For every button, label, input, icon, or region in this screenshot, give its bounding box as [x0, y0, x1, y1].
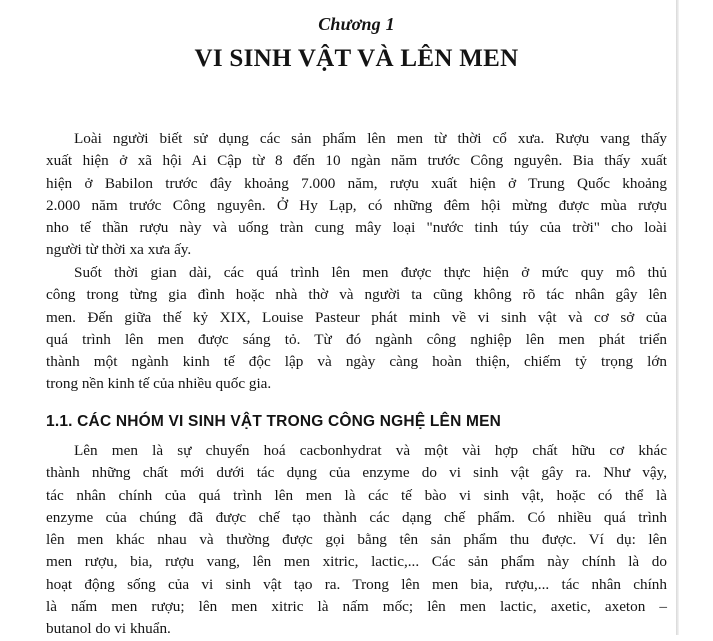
paragraph-line: thành những chất mới dưới tác dụng của enzyme do vi sinh vật gây ra. Như vậy, — [46, 464, 667, 482]
paragraph-line: nho tế thần rượu này và uống tràn cung mây loại "nước tinh túy của trời" cho loài — [46, 219, 667, 237]
page-edge-shadow — [676, 0, 679, 635]
paragraph-line: 2.000 năm trước Công nguyên. Ở Hy Lạp, có những đêm hội mừng được mùa rượu — [46, 196, 667, 214]
paragraph-line: butanol do vi khuẩn. — [46, 620, 171, 638]
paragraph-line: Loài người biết sử dụng các sản phẩm lên men từ thời cổ xưa. Rượu vang thấy — [74, 130, 667, 147]
paragraph-line: men. Đến giữa thế kỷ XIX, Louise Pasteur phát minh về vi sinh vật và cơ sở của — [46, 308, 667, 326]
paragraph-line: tác nhân chính của quá trình lên men là các tế bào vi sinh vật, hoặc có thể là — [46, 486, 667, 504]
paragraph-line: thành một ngành kinh tế độc lập và ngày càng hoàn thiện, chiếm tỷ trọng lớn — [46, 353, 667, 371]
paragraph-line: trong nền kinh tế của nhiều quốc gia. — [46, 375, 272, 393]
paragraph-line: quá trình lên men được sáng tỏ. Từ đó ngành công nghiệp lên men phát triển — [46, 330, 667, 348]
intro-paragraph-2 — [46, 262, 667, 396]
section-paragraph — [46, 440, 667, 641]
paragraph-line: Suốt thời gian dài, các quá trình lên men được thực hiện ở mức quy mô thủ — [74, 264, 667, 281]
paragraph-line: Lên men là sự chuyển hoá cacbonhydrat và một vài hợp chất hữu cơ khác — [74, 442, 667, 459]
paragraph-line: xuất hiện ở xã hội Ai Cập từ 8 đến 10 ngàn năm trước Công nguyên. Bia thấy xuất — [46, 152, 667, 170]
paragraph-line: là nấm men rượu; lên men xitric là nấm mốc; lên men lactic, axetic, axeton – — [46, 598, 667, 616]
paragraph-line: enzyme của chúng đã được chế tạo thành các dạng chế phẩm. Có nhiều quá trình — [46, 508, 667, 526]
chapter-label: Chương 1 — [318, 14, 395, 34]
chapter-title: VI SINH VẬT VÀ LÊN MEN — [194, 45, 519, 72]
paragraph-line: hiện ở Babilon trước đây khoảng 7.000 năm, rượu xuất hiện ở Trung Quốc khoảng — [46, 174, 667, 192]
paragraph-line: hoạt động sống của vi sinh vật tạo ra. Trong lên men bia, rượu,... tác nhân chính — [46, 575, 667, 593]
paragraph-line: men rượu, bia, rượu vang, lên men xitric, lactic,... Các sản phẩm này chính là do — [46, 553, 667, 571]
paragraph-line: công trong từng gia đình hoặc nhà thờ và người ta cũng không rõ tác nhân gây lên — [46, 286, 667, 304]
intro-paragraph-1 — [46, 128, 667, 262]
paragraph-line: người từ thời xa xưa ấy. — [46, 241, 192, 259]
paragraph-line: lên men khác nhau và thường được gọi bằng tên sản phẩm thu được. Ví dụ: lên — [46, 531, 667, 549]
section-heading: 1.1. CÁC NHÓM VI SINH VẬT TRONG CÔNG NGHỆ LÊN MEN — [46, 413, 502, 430]
